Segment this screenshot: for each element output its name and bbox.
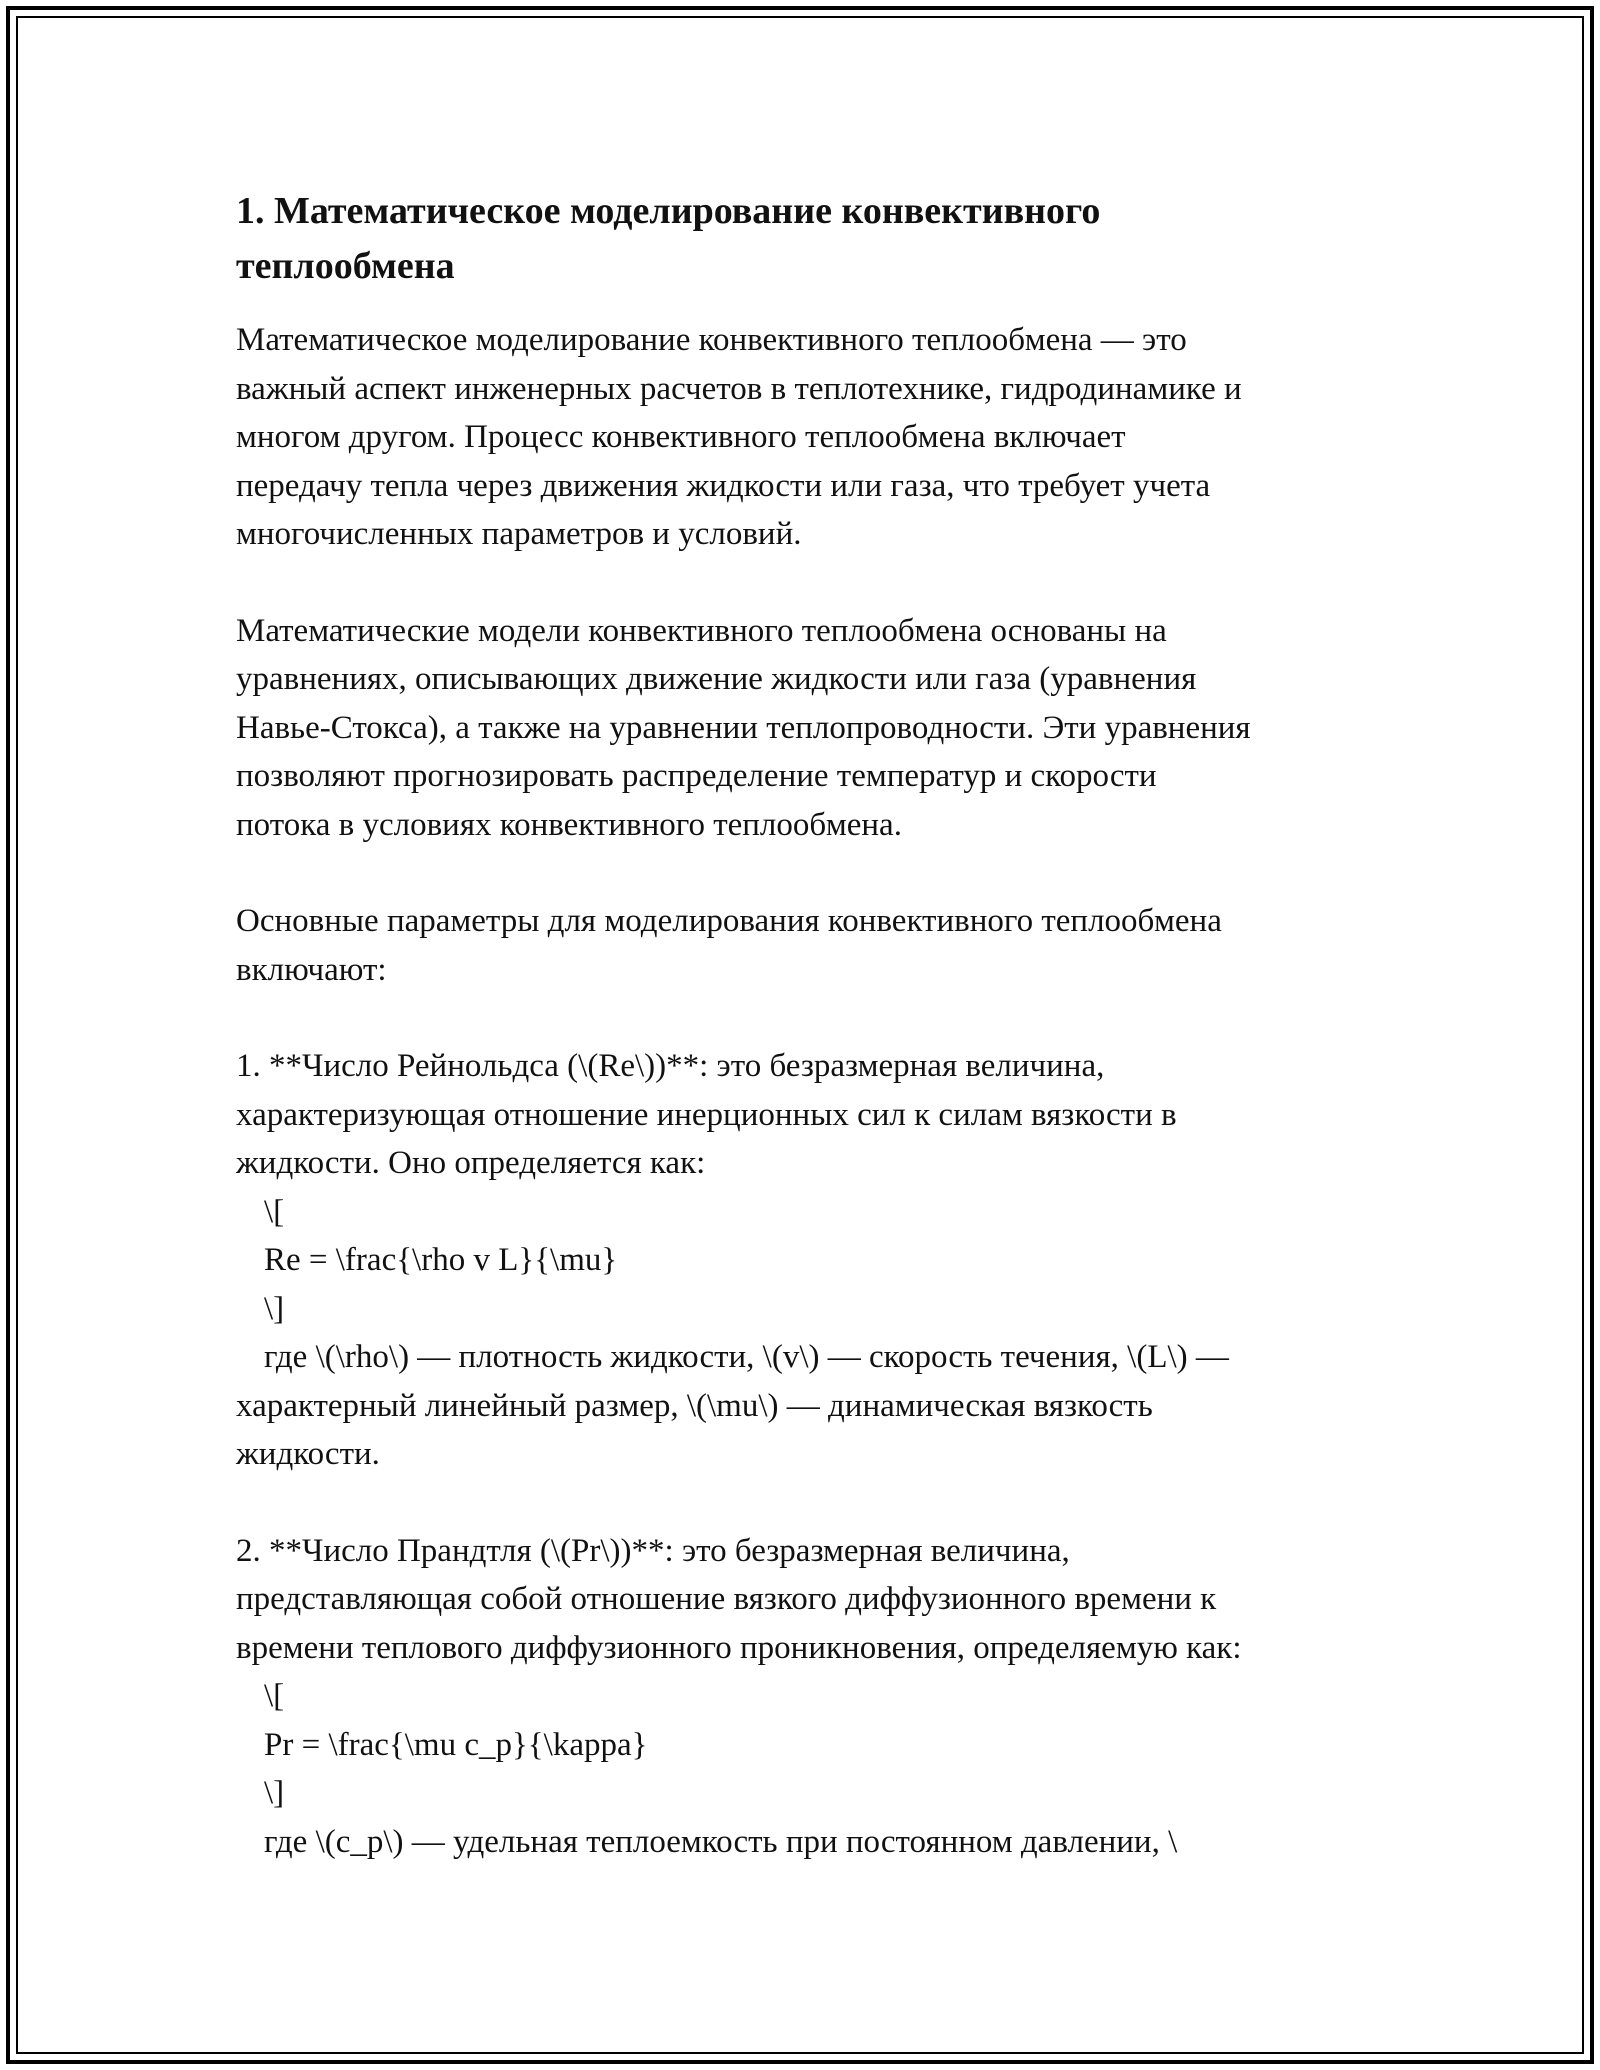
text-line: Основные параметры для моделирования конвективного теплообмена	[236, 903, 1222, 939]
text-line: жидкости. Оно определяется как:	[236, 1145, 706, 1181]
text-line: 2. **Число Прандтля (\(Pr\))**: это безразмерная величина,	[236, 1532, 1070, 1569]
reynolds-formula: Re = \frac{\rho v L}{\mu}	[264, 1242, 618, 1278]
text-line: где \(c_p\) — удельная теплоемкость при постоянном давлении, \	[264, 1823, 1178, 1860]
text-line: жидкости.	[236, 1436, 380, 1472]
text-line: времени теплового диффузионного проникновения, определяемую как:	[236, 1629, 1242, 1666]
text-line: Математическое моделирование конвективного теплообмена — это	[236, 322, 1187, 358]
text-line: передачу тепла через движения жидкости или газа, что требует учета	[236, 467, 1211, 504]
text-line: Математические модели конвективного теплообмена основаны на	[236, 612, 1167, 649]
text-line: многочисленных параметров и условий.	[236, 516, 802, 552]
formula-close: \]	[264, 1290, 285, 1327]
text-line: Навье-Стокса), а также на уравнении теплопроводности. Эти уравнения	[236, 709, 1251, 746]
document-body	[236, 184, 1376, 1914]
heading-line: теплообмена	[236, 245, 455, 287]
formula-open: \[	[264, 1678, 285, 1714]
text-line: многом другом. Процесс конвективного теплообмена включает	[236, 419, 1126, 455]
text-line: включают:	[236, 951, 387, 988]
text-line: представляющая собой отношение вязкого диффузионного времени к	[236, 1581, 1217, 1617]
prandtl-formula: Pr = \frac{\mu c_p}{\kappa}	[264, 1726, 648, 1763]
text-line: важный аспект инженерных расчетов в теплотехнике, гидродинамике и	[236, 370, 1242, 407]
heading-line: 1. Математическое моделирование конвективного	[236, 190, 1101, 232]
text-line: где \(\rho\) — плотность жидкости, \(v\) — скорость течения, \(L\) —	[264, 1339, 1229, 1375]
intro-paragraph	[236, 316, 1376, 559]
text-line: 1. **Число Рейнольдса (\(Re\))**: это безразмерная величина,	[236, 1048, 1105, 1084]
formula-close: \]	[264, 1775, 285, 1811]
reynolds-item	[236, 1042, 1376, 1479]
text-line: характерный линейный размер, \(\mu\) — динамическая вязкость	[236, 1387, 1153, 1424]
formula-open: \[	[264, 1193, 285, 1230]
text-line: позволяют прогнозировать распределение температур и скорости	[236, 758, 1157, 794]
parameters-paragraph	[236, 897, 1376, 994]
section-heading	[236, 184, 1376, 294]
text-line: уравнениях, описывающих движение жидкости или газа (уравнения	[236, 661, 1197, 697]
text-line: характеризующая отношение инерционных сил к силам вязкости в	[236, 1096, 1177, 1133]
models-paragraph	[236, 607, 1376, 850]
prandtl-item	[236, 1527, 1376, 1867]
text-line: потока в условиях конвективного теплообмена.	[236, 806, 902, 843]
